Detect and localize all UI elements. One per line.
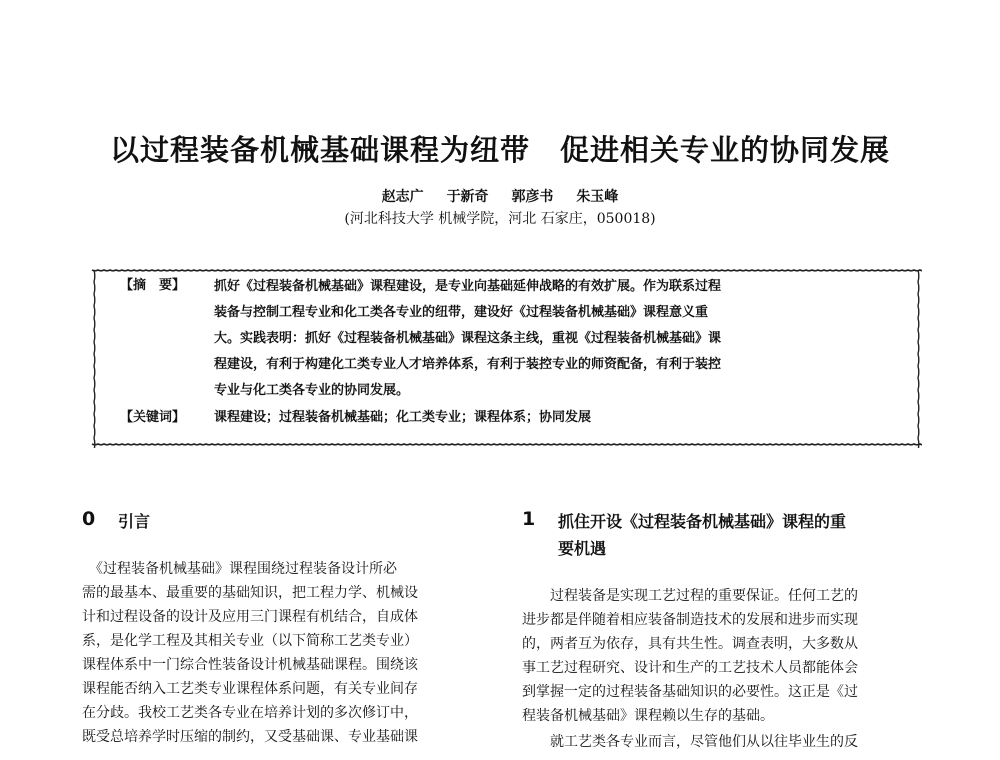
text-line: 就工艺类各专业而言，尽管他们从以往毕业生的反 — [522, 734, 858, 750]
text-line: 计和过程设备的设计及应用三门课程有机结合，自成体 — [82, 609, 418, 625]
author-list — [0, 186, 1000, 206]
left-column — [82, 508, 488, 749]
affiliation: (河北科技大学 机械学院，河北 石家庄，050018) — [344, 211, 656, 227]
section1-paragraph — [522, 584, 928, 728]
section-number: 0 — [82, 508, 96, 530]
right-column — [522, 508, 928, 754]
text-line: 程装备机械基础》课程赖以生存的基础。 — [522, 708, 774, 724]
intro-paragraph — [82, 557, 488, 749]
keywords — [120, 405, 900, 431]
text-line: 《过程装备机械基础》课程围绕过程装备设计所必 — [82, 561, 397, 577]
abstract-label: 【摘 要】 — [120, 278, 186, 293]
text-line: 课程体系中一门综合性装备设计机械基础课程。围绕该 — [82, 657, 418, 673]
section-title — [558, 508, 846, 562]
text-line: 既受总培养学时压缩的制约，又受基础课、专业基础课 — [82, 729, 418, 745]
text-line: 过程装备是实现工艺过程的重要保证。任何工艺的 — [522, 588, 858, 604]
text-line: 进步都是伴随着相应装备制造技术的发展和进步而实现 — [522, 612, 858, 628]
abstract-line: 大。实践表明：抓好《过程装备机械基础》课程这条主线，重视《过程装备机械基础》课 — [214, 331, 722, 346]
section-heading — [522, 508, 928, 562]
author: 郭彦书 — [511, 189, 554, 205]
section1-paragraph — [522, 730, 928, 754]
abstract-line: 专业与化工类各专业的协同发展。 — [214, 383, 410, 398]
text-line: 在分歧。我校工艺类各专业在培养计划的多次修订中， — [82, 705, 418, 721]
author: 赵志广 — [381, 189, 424, 205]
abstract-line: 抓好《过程装备机械基础》课程建设，是专业向基础延伸战略的有效扩展。作为联系过程 — [214, 279, 722, 294]
keywords-text: 课程建设；过程装备机械基础；化工类专业；课程体系；协同发展 — [214, 410, 592, 425]
paper-title: 以过程装备机械基础课程为纽带 促进相关专业的协同发展 — [109, 133, 890, 167]
text-line: 到掌握一定的过程装备基础知识的必要性。这正是《过 — [522, 684, 858, 700]
text-line: 系，是化学工程及其相关专业（以下简称工艺类专业） — [82, 633, 418, 649]
keywords-label: 【关键词】 — [120, 410, 186, 425]
text-line: 事工艺过程研究、设计和生产的工艺技术人员都能体会 — [522, 660, 858, 676]
text-line: 的，两者互为依存，具有共生性。调查表明，大多数从 — [522, 636, 858, 652]
abstract-line: 装备与控制工程专业和化工类各专业的纽带，建设好《过程装备机械基础》课程意义重 — [214, 305, 709, 320]
abstract — [120, 274, 900, 404]
abstract-line: 程建设，有利于构建化工类专业人才培养体系，有利于装控专业的师资配备，有利于装控 — [214, 357, 722, 372]
section-number: 1 — [522, 508, 536, 530]
section-heading — [82, 508, 488, 535]
abstract-body — [214, 274, 900, 404]
text-line: 课程能否纳入工艺类专业课程体系问题，有关专业间存 — [82, 681, 418, 697]
section-title: 引言 — [118, 512, 151, 531]
section-title-line: 要机遇 — [558, 539, 607, 558]
author: 于新奇 — [446, 189, 489, 205]
author: 朱玉峰 — [576, 189, 619, 205]
abstract-box — [90, 266, 922, 448]
section-title-line: 抓住开设《过程装备机械基础》课程的重 — [558, 512, 847, 531]
text-line: 需的最基本、最重要的基础知识，把工程力学、机械设 — [82, 585, 418, 601]
